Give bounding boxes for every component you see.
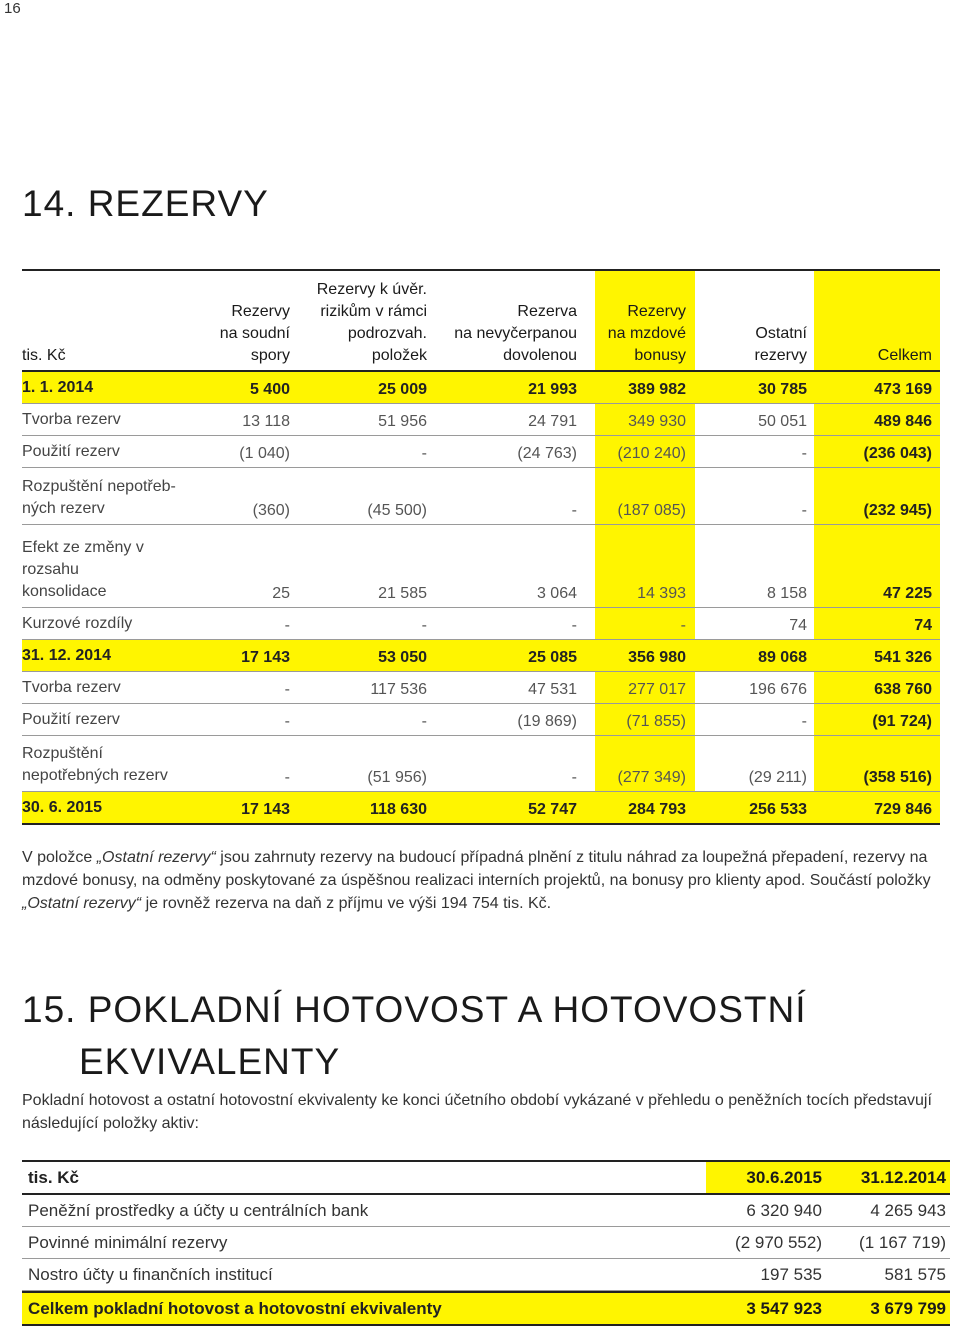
row-value: 52 747 (528, 801, 577, 818)
balance-row (22, 372, 940, 404)
row-value: 89 068 (758, 649, 807, 666)
row-total: (236 043) (863, 445, 932, 462)
column-header (170, 271, 290, 370)
row-value: 117 536 (370, 681, 427, 698)
cash-total-col1: 3 547 923 (746, 1299, 822, 1318)
column-header-line: Ostatní (755, 325, 807, 342)
row-total: 489 846 (874, 413, 932, 430)
table-row (22, 736, 940, 792)
row-value: 50 051 (758, 413, 807, 430)
table-row (22, 436, 940, 468)
column-header (566, 271, 686, 370)
row-value: 30 785 (758, 381, 807, 398)
column-header-line: Rezervy (627, 303, 686, 320)
row-total: (232 945) (863, 502, 932, 519)
row-value: 5 400 (249, 381, 290, 398)
column-header (287, 271, 427, 370)
row-value: - (571, 617, 577, 634)
cash-header-unit: tis. Kč (28, 1168, 80, 1187)
row-total: 47 225 (883, 585, 932, 602)
cash-row-label: Nostro účty u finančních institucí (28, 1265, 273, 1284)
section-title-cash-line2: EKVIVALENTY (79, 1041, 341, 1082)
cash-row-col1: (2 970 552) (735, 1233, 822, 1252)
cash-row-col2: 4 265 943 (870, 1201, 946, 1220)
row-value: (71 855) (626, 713, 686, 730)
row-value: - (680, 617, 686, 634)
note-text-2: jsou zahrnuty rezervy na budoucí případná plnění z titulu náhrad za loupežná přepadení, rezervy na mzdové bonusy, na odměny poskytované za úspěšnou realizaci interních projektů, na bonusy pro klienty apod. Součástí položky (22, 849, 931, 889)
row-value: 356 980 (628, 649, 686, 666)
column-header-line: Celkem (877, 347, 932, 364)
column-header-line: podrozvah. (347, 325, 427, 342)
row-value: 196 676 (749, 681, 807, 698)
row-label: 30. 6. 2015 (22, 799, 103, 816)
row-value: - (801, 445, 807, 462)
row-value: 8 158 (766, 585, 807, 602)
row-value: 51 956 (378, 413, 427, 430)
cash-row-col1: 197 535 (760, 1265, 822, 1284)
row-label: Tvorba rezerv (22, 411, 121, 428)
row-value: - (801, 713, 807, 730)
row-value: (277 349) (617, 769, 686, 786)
row-label: 31. 12. 2014 (22, 647, 111, 664)
row-value: - (284, 617, 290, 634)
row-label: Kurzové rozdíly (22, 615, 133, 632)
row-value: (19 869) (517, 713, 577, 730)
column-header-line: rezervy (754, 347, 807, 364)
table-row (22, 704, 940, 736)
row-value: (45 500) (367, 502, 427, 519)
row-label: Rozpuštění nepotřebných rezerv (22, 745, 168, 784)
cash-header-col1: 30.6.2015 (746, 1168, 822, 1187)
cash-row-label: Peněžní prostředky a účty u centrálních bank (28, 1201, 369, 1220)
cash-row-label: Povinné minimální rezervy (28, 1233, 228, 1252)
column-header-line: na soudní (219, 325, 290, 342)
column-header-line: na nevyčerpanou (454, 325, 577, 342)
reserves-note (22, 846, 937, 915)
cash-total-label: Celkem pokladní hotovost a hotovostní ekvivalenty (28, 1299, 442, 1318)
row-value: 3 064 (536, 585, 577, 602)
row-value: 389 982 (628, 381, 686, 398)
section-title-cash-line1: 15. POKLADNÍ HOTOVOST A HOTOVOSTNÍ (22, 989, 807, 1030)
column-header (707, 271, 807, 370)
row-value: 277 017 (628, 681, 686, 698)
row-label: Tvorba rezerv (22, 679, 121, 696)
row-value: 256 533 (749, 801, 807, 818)
column-header-line: Rezervy k úvěr. (316, 281, 427, 298)
column-header-line: spory (250, 347, 290, 364)
table-row (22, 468, 940, 525)
section-title-cash (22, 984, 807, 1088)
cash-row-col2: 581 575 (884, 1265, 946, 1284)
row-value: - (571, 769, 577, 786)
row-value: 25 085 (528, 649, 577, 666)
note-italic-2: „Ostatní rezervy“ (22, 895, 142, 912)
reserves-table-body (22, 372, 940, 825)
row-label: Efekt ze změny v rozsahu konsolidace (22, 539, 144, 600)
section-title-rezervy: 14. REZERVY (22, 183, 269, 224)
reserves-table-header (22, 269, 940, 372)
cash-table-row (22, 1227, 950, 1259)
row-total: 473 169 (874, 381, 932, 398)
row-value: (210 240) (617, 445, 686, 462)
balance-row (22, 792, 940, 825)
row-value: 53 050 (378, 649, 427, 666)
row-value: 74 (789, 617, 807, 634)
row-label: 1. 1. 2014 (22, 379, 94, 396)
row-total: 74 (914, 617, 932, 634)
row-total: 541 326 (874, 649, 932, 666)
column-header-line: položek (371, 347, 427, 364)
row-value: 14 393 (637, 585, 686, 602)
table-row (22, 608, 940, 640)
column-header-line: na mzdové (607, 325, 686, 342)
header-unit-label: tis. Kč (22, 347, 66, 364)
note-text-3: je rovněž rezerva na daň z příjmu ve výši 194 754 tis. Kč. (141, 895, 552, 912)
row-total: 729 846 (874, 801, 932, 818)
row-value: 13 118 (242, 413, 290, 430)
table-row (22, 672, 940, 704)
row-value: - (801, 502, 807, 519)
row-total: (358 516) (863, 769, 932, 786)
row-value: (29 211) (748, 769, 807, 786)
row-value: - (571, 502, 577, 519)
cash-header-col2: 31.12.2014 (860, 1168, 946, 1187)
column-header-line: bonusy (634, 347, 686, 364)
row-value: 24 791 (528, 413, 577, 430)
row-value: (360) (252, 502, 290, 519)
row-value: (24 763) (517, 445, 577, 462)
column-header-line: Rezerva (517, 303, 577, 320)
row-value: - (421, 617, 427, 634)
column-header-line: Rezervy (231, 303, 290, 320)
row-label: Použití rezerv (22, 711, 120, 728)
note-text-1: V položce (22, 849, 97, 866)
row-value: 47 531 (528, 681, 577, 698)
cash-total-col2: 3 679 799 (870, 1299, 946, 1318)
row-value: 17 143 (241, 801, 290, 818)
row-value: (187 085) (617, 502, 686, 519)
cash-table-total-row (22, 1291, 950, 1326)
row-value: 118 630 (370, 801, 427, 818)
column-header (427, 271, 577, 370)
cash-row-col1: 6 320 940 (746, 1201, 822, 1220)
reserves-table (22, 269, 940, 825)
cash-row-col2: (1 167 719) (859, 1233, 946, 1252)
row-total: (91 724) (872, 713, 932, 730)
row-value: (51 956) (367, 769, 427, 786)
row-value: 25 009 (378, 381, 427, 398)
row-label: Použití rezerv (22, 443, 120, 460)
row-total: 638 760 (874, 681, 932, 698)
row-value: 284 793 (628, 801, 686, 818)
row-value: - (421, 713, 427, 730)
row-label: Rozpuštění nepotřeb-ných rezerv (22, 478, 176, 517)
balance-row (22, 640, 940, 672)
note-italic-1: „Ostatní rezervy“ (96, 849, 216, 866)
column-header-line: rizikům v rámci (320, 303, 427, 320)
column-header-line: dovolenou (503, 347, 577, 364)
row-value: 349 930 (628, 413, 686, 430)
cash-intro: Pokladní hotovost a ostatní hotovostní ekvivalenty ke konci účetního období vykázané v přehledu o peněžních tocích představují následující položky aktiv: (22, 1092, 932, 1132)
row-value: 21 993 (528, 381, 577, 398)
cash-table-row (22, 1195, 950, 1227)
table-row (22, 404, 940, 436)
cash-table-row (22, 1259, 950, 1291)
row-value: - (284, 769, 290, 786)
column-header (832, 271, 932, 370)
row-value: 21 585 (378, 585, 427, 602)
row-value: 17 143 (241, 649, 290, 666)
cash-table (22, 1160, 950, 1326)
row-value: (1 040) (239, 445, 290, 462)
row-value: 25 (272, 585, 290, 602)
table-row (22, 525, 940, 608)
row-value: - (284, 713, 290, 730)
row-value: - (421, 445, 427, 462)
row-value: - (284, 681, 290, 698)
page-number: 16 (4, 0, 21, 17)
cash-table-header (22, 1160, 950, 1195)
